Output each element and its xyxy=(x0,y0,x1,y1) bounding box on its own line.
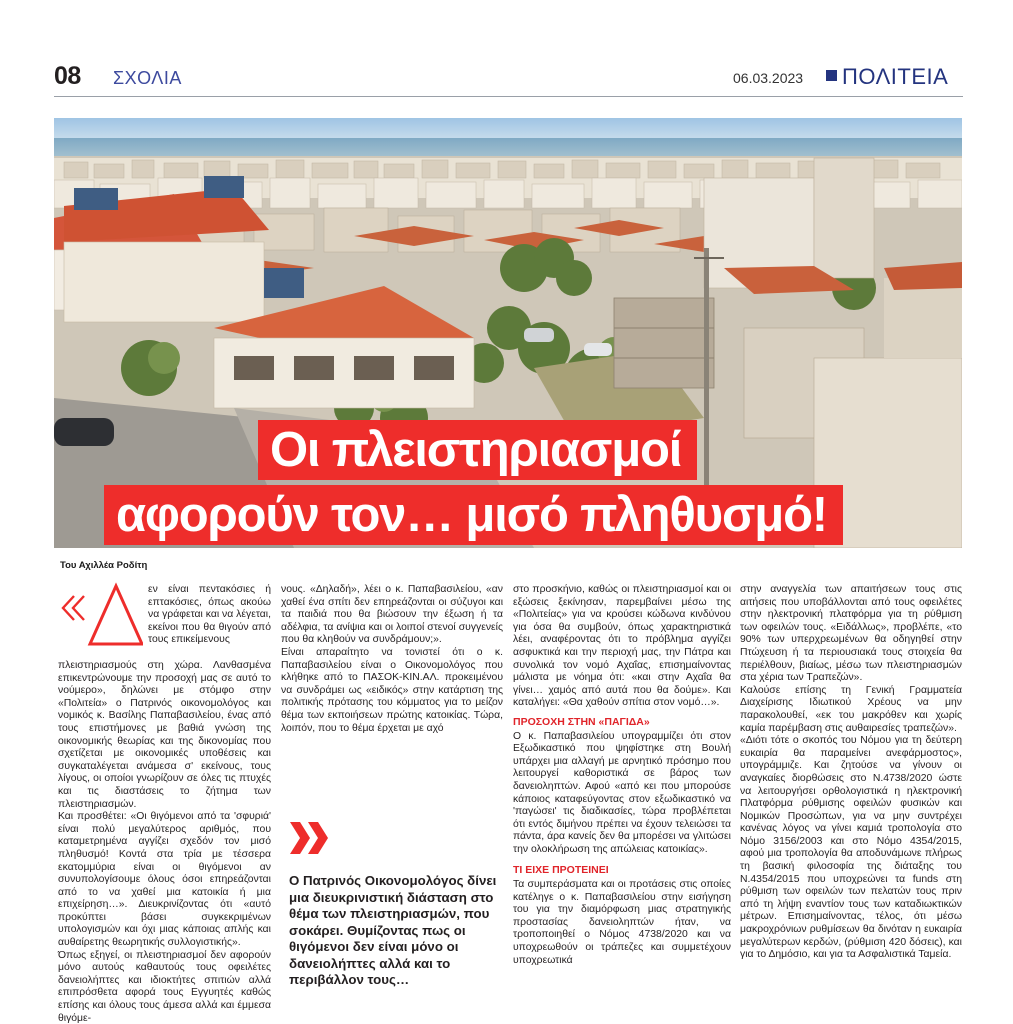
dropcap xyxy=(58,582,143,648)
quote-open-icon xyxy=(63,596,84,620)
paragraph: Καλούσε επίσης τη Γενική Γραμματεία Διαχείρισης Ιδιωτικού Χρέους να μην παρακολουθεί, «εκ του μακρόθεν και χωρίς καμία παρέμβαση στις αυθαιρεσίες τραπεζών». xyxy=(740,684,962,734)
headline-line-2: αφορούν τον… μισό πληθυσμό! xyxy=(104,485,843,545)
subheading: ΠΡΟΣΟΧΗ ΣΤΗΝ «ΠΑΓΙΔΑ» xyxy=(513,715,650,728)
publication-square-icon xyxy=(826,70,837,81)
article-column-3 xyxy=(513,584,731,967)
article-intro: εν είναι πεντακόσιες ή επτακόσιες, όπως ακούω να γράφεται και να λέγεται, εκείνοι που θα θιγούν από τους επικείμενους xyxy=(148,584,271,646)
pull-quote-icon xyxy=(288,818,332,858)
article-column-4 xyxy=(740,584,962,962)
dropcap-letter xyxy=(90,586,142,644)
subheading: ΤΙ ΕΙΧΕ ΠΡΟΤΕΙΝΕΙ xyxy=(513,864,609,877)
pull-quote: Ο Πατρινός Οικονομολόγος δίνει μια διευκρινιστική διάσταση στο θέμα των πλειστηριασμών, που σοκάρει. Θυμίζοντας πως οι θιγόμενοι δεν είναι μόνο οι δανειολήπτες αλλά και το περιβάλλον τους… xyxy=(289,873,497,987)
header-divider xyxy=(54,96,963,97)
paragraph: στην αναγγελία των απαιτήσεων τους στις αιτήσεις που υποβάλλονται από τους οφειλέτες στην ηλεκτρονική πλατφόρμα για τη ρύθμιση των οφειλών τους. «Ειδάλλως», προβλέπε, «το 90% των υπερχρεωμένων θα οδηγηθεί στην Πτώχευση ή τα περιουσιακά τους στοιχεία θα περιέλθουν, βιαίως, μέσω των πλειστηριασμών στα χέρια των Τραπεζών». xyxy=(740,584,962,684)
paragraph: στο προσκήνιο, καθώς οι πλειστηριασμοί και οι εξώσεις ξεκίνησαν, παρεμβαίνει μέσω της «Πολιτείας» για να κρούσει κώδωνα κινδύνου για όσα θα συμβούν, όπως χαρακτηριστικά λέει, αναφέροντας ότι το πρόβλημα αγγίζει ασφυκτικά και την περιοχή μας, την Πάτρα και συνολικά τον νομό Αχαΐας, επισημαίνοντας μάλιστα με νόημα ότι: «και στην Αχαΐα θα γίνει… χαμός από αυτά που θα δούμε». Και καταλήγει: «Θα χαθούν σπίτια στον νομό…». xyxy=(513,584,731,709)
paragraph: Ο κ. Παπαβασιλείου υπογραμμίζει ότι στον Εξωδικαστικό που ψηφίστηκε στη Βουλή υπάρχει μια αλλαγή με αρνητικό πρόσημο που λειτουργεί καθοριστικά σε βάρος των δανειοληπτών. Αφού «από κει που μπορούσε κάποιος καταφεύγοντας στον εξωδικαστικό να 'παγώσει' τις διαδικασίες, τώρα προβλέπεται ότι εντός διμήνου πρέπει να έχουν τελειώσει τα πάντα, άρα κανείς δεν θα μπορέσει να γλιτώσει την ολοκλήρωση της απώλειας κατοικίας». xyxy=(513,730,731,855)
paragraph: Όπως εξηγεί, οι πλειστηριασμοί δεν αφορούν μόνο αυτούς καθαυτούς τους οφειλέτες δανειολήπτες και ιδιοκτήτες σπιτιών αλλά επιπρόσθετα αφορά τους Εγγυητές καθώς επίσης και όλους τους άμεσα αλλά και έμμεσα θιγόμε- xyxy=(58,949,271,1024)
article-column-2 xyxy=(281,584,503,735)
paragraph: νους. «Δηλαδή», λέει ο κ. Παπαβασιλείου, «αν χαθεί ένα σπίτι δεν επηρεάζονται οι σύζυγοι και τα παιδιά που θα βιώσουν την έξωση ή τα αδέλφια, τα ανίψια και οι λοιποί στενοί συγγενείς που θα κληθούν να συνδράμουν;». xyxy=(281,584,503,646)
headline-line-1: Οι πλειστηριασμοί xyxy=(258,420,697,480)
paragraph: «Διότι τότε ο σκοπός του Νόμου για τη δεύτερη ευκαιρία θα παραμείνει ανεφάρμοστος», υπογράμμιζε. Και ζητούσε να γίνουν οι αναγκαίες διορθώσεις στο Ν.4738/2020 ώστε να λειτουργήσει ορθολογιστικά η ηλεκτρονική Πλατφόρμα ρύθμισης οφειλών φυσικών και Νομικών Προσώπων, για να μην συντρέχει κανένας λόγος να γίνει καμιά τροπολογία στο Νόμο 3156/2003 και στο Νόμο 4354/2015, αφού μια τροπολογία θα αποδυνάμωνε πλήρως τη βασική φιλοσοφία της διάταξης του Ν.4354/2015 που υποχρεώνει τα funds στη ρύθμιση των οφειλών των πελατών τους πριν από τη λήψη εναντίον τους των καταδιωκτικών μέτρων. Επισημαίνοντας, τέλος, ότι μέσω μακροχρόνιων ρυθμίσεων θα δινόταν η ευκαιρία μεγαλύτερων κερδών, (ρύθμιση 420 δόσεις), και για το Δημόσιο, και για τα Ασφαλιστικά Ταμεία. xyxy=(740,735,962,961)
section-title: ΣΧΟΛΙΑ xyxy=(113,68,182,88)
byline: Του Αχιλλέα Ροδίτη xyxy=(60,560,148,571)
paragraph: Είναι απαραίτητο να τονιστεί ότι ο κ. Παπαβασιλείου είναι ο Οικονομολόγος που κλήθηκε από το ΠΑΣΟΚ-ΚΙΝ.ΑΛ. προκειμένου να συνδράμει ως «ειδικός» στην κατάρτιση της πολιτικής πρότασης του κόμματος για το μείζον θέμα των εκποιήσεων πρώτης κατοικίας. Τώρα, λοιπόν, που το θέμα έρχεται με αχό xyxy=(281,646,503,734)
issue-date: 06.03.2023 xyxy=(733,70,804,86)
page-number: 08 xyxy=(54,62,81,90)
paragraph: Τα συμπεράσματα και οι προτάσεις στις οποίες κατέληγε ο κ. Παπαβασιλείου στην εισήγηση του για την διαμόρφωση μιας στρατηγικής προστασίας δανειοληπτών ήταν, να τροποποιηθεί ο Νόμος 4738/2020 και να υποχρεωθούν οι τράπεζες και συμμετέχουν υποχρεωτικά xyxy=(513,879,731,966)
paragraph: πλειστηριασμούς στη χώρα. Λανθασμένα επικεντρώνουμε την προσοχή μας σε αυτό το νούμερο», δηλώνει με στόμφο στην «Πολιτεία» ο Πατρινός οικονομολόγος και νομικός κ. Βασίλης Παπαβασιλείου, ένας από τους επιστήμονες με βαθιά γνώση της οικονομικής θεωρίας και της δικονομίας που σχετίζεται με οικονομικές υποθέσεις και συγκαταλέγεται ανάμεσα σ' εκείνους, τους λίγους, οι οποίοι γνωρίζουν σε όλες τις πτυχές και τις διαστάσεις το ζήτημα των πλειστηριασμών. xyxy=(58,660,271,810)
paragraph: Και προσθέτει: «Οι θιγόμενοι από τα 'σφυριά' είναι πολύ μεγαλύτερος αριθμός, που καταμετρημένα αγγίζει σχεδόν τον μισό πληθυσμό! Κοντά στα τρία με τέσσερα εκατομμύρια είναι οι θιγόμενοι αν συνυπολογίσουμε όλους όσοι επηρεάζονται από το να χαθεί μια κατοικία ή μια επιχείρηση…». Διευκρινίζοντας ότι «αυτό προκύπτει βάσει συγκεκριμένων υπολογισμών και όχι μιας κάποιας απλής και αυθαίρετης θεωρητικής συλλογιστικής». xyxy=(58,811,271,949)
publication-name: ΠΟΛΙΤΕΙΑ xyxy=(842,64,949,89)
article-photo xyxy=(54,118,962,548)
article-column-1 xyxy=(58,660,271,1024)
